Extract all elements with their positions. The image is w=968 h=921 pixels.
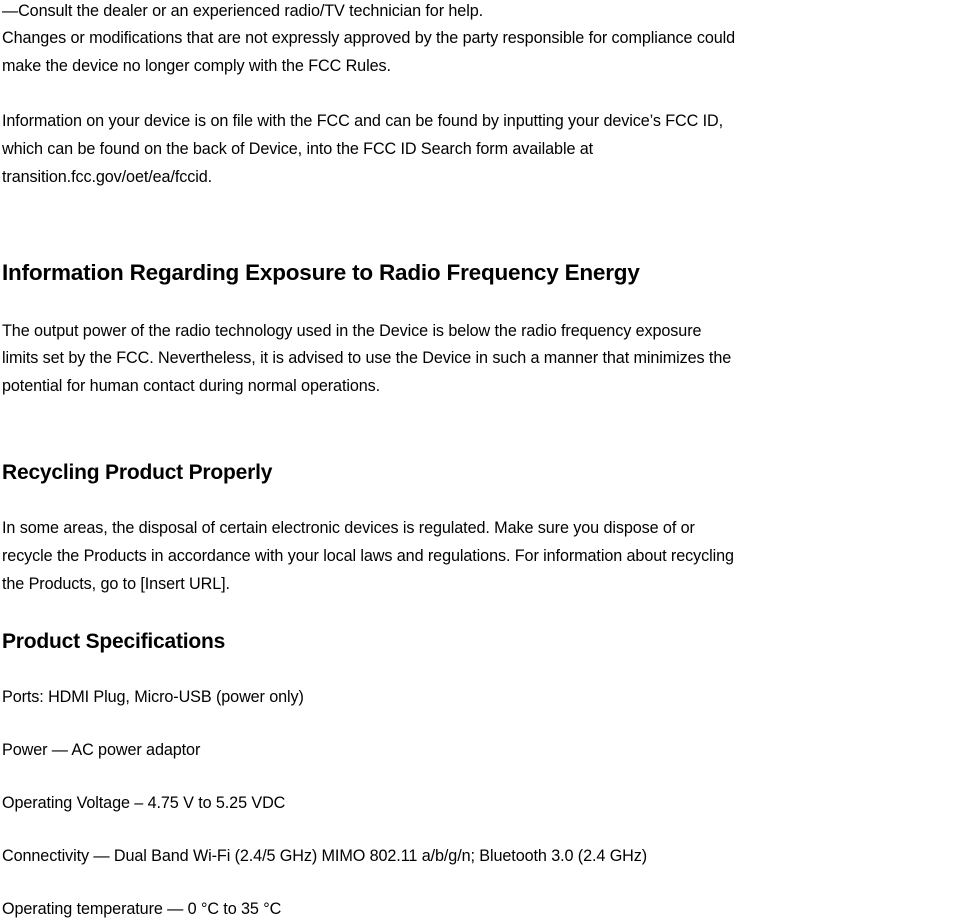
- fcc-notice-line: —Consult the dealer or an experienced radio/TV technician for help.: [2, 2, 484, 20]
- fcc-notice-line: make the device no longer comply with the FCC Rules.: [2, 57, 391, 75]
- spec-item: Operating Voltage – 4.75 V to 5.25 VDC: [2, 794, 286, 812]
- recycling-line: recycle the Products in accordance with your local laws and regulations. For information about recycling: [2, 547, 734, 565]
- fcc-notice-line: Changes or modifications that are not expressly approved by the party responsible for compliance could: [2, 29, 736, 47]
- fcc-info-line: transition.fcc.gov/oet/ea/fccid.: [2, 168, 213, 186]
- recycling-line: the Products, go to [Insert URL].: [2, 575, 230, 593]
- fcc-info-line: which can be found on the back of Device, into the FCC ID Search form available at: [2, 140, 594, 158]
- rf-exposure-line: potential for human contact during normal operations.: [2, 377, 381, 395]
- rf-exposure-line: The output power of the radio technology used in the Device is below the radio frequency exposure: [2, 322, 702, 340]
- spec-item: Connectivity — Dual Band Wi-Fi (2.4/5 GHz) MIMO 802.11 a/b/g/n; Bluetooth 3.0 (2.4 GHz): [2, 847, 648, 865]
- rf-exposure-line: limits set by the FCC. Nevertheless, it is advised to use the Device in such a manner that minimizes the: [2, 349, 732, 367]
- recycling-heading: Recycling Product Properly: [2, 461, 273, 484]
- rf-exposure-heading: Information Regarding Exposure to Radio Frequency Energy: [2, 260, 640, 285]
- spec-item: Power — AC power adaptor: [2, 741, 201, 759]
- spec-item: Operating temperature — 0 °C to 35 °C: [2, 900, 282, 918]
- fcc-info-line: Information on your device is on file with the FCC and can be found by inputting your device’s FCC ID,: [2, 112, 724, 130]
- spec-item: Ports: HDMI Plug, Micro-USB (power only): [2, 688, 304, 706]
- recycling-line: In some areas, the disposal of certain electronic devices is regulated. Make sure you dispose of or: [2, 519, 695, 537]
- specs-heading: Product Specifications: [2, 630, 226, 653]
